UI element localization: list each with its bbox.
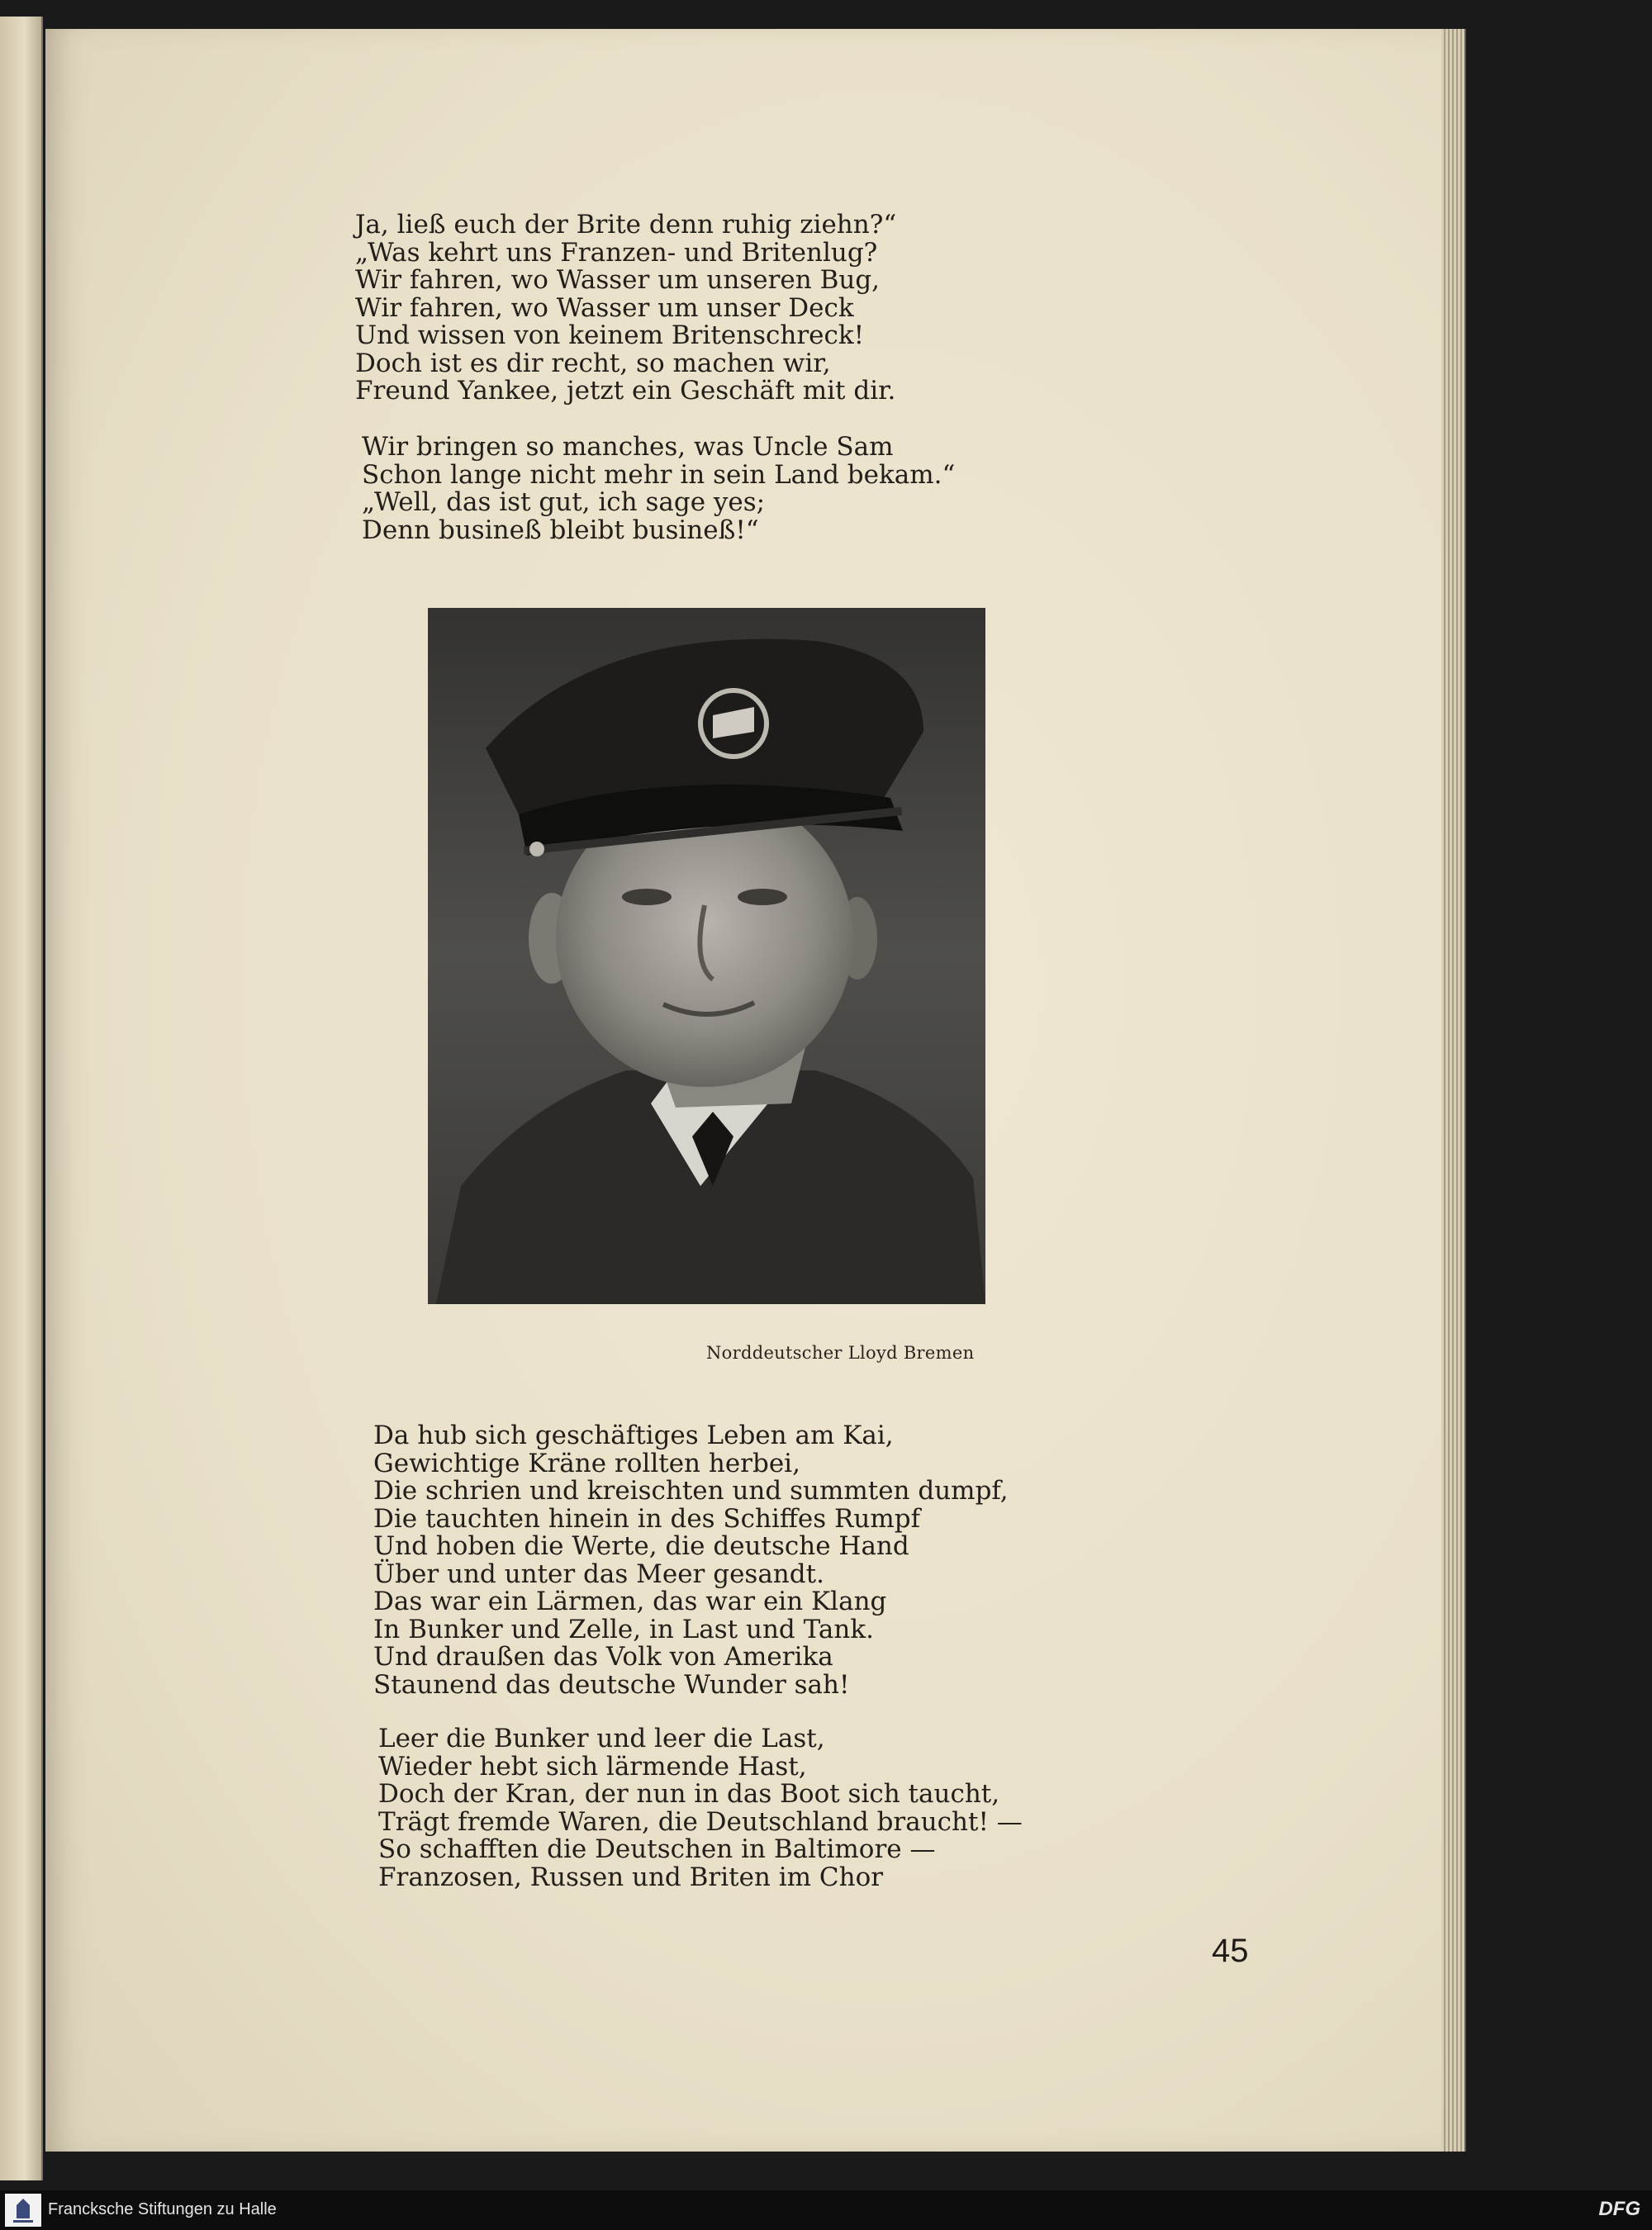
poem-line: Staunend das deutsche Wunder sah! [373, 1669, 850, 1700]
poem-line: Und hoben die Werte, die deutsche Hand [373, 1531, 909, 1561]
poem-line: Wir bringen so manches, was Uncle Sam [362, 432, 894, 462]
poem-line: „Was kehrt uns Franzen- und Britenlug? [355, 237, 878, 268]
poem-line: Leer die Bunker und leer die Last, [378, 1724, 825, 1753]
poem-line: So schafften die Deutschen in Baltimore — [378, 1834, 936, 1864]
poem-stanza-4 [378, 1725, 1023, 1891]
viewer-footer [0, 2190, 1652, 2230]
poem-line: Wieder hebt sich lärmende Hast, [378, 1751, 807, 1782]
poem-line: „Well, das ist gut, ich sage yes; [362, 487, 766, 517]
poem-line: Die tauchten hinein in des Schiffes Rumpf [373, 1503, 921, 1534]
poem-line: Schon lange nicht mehr in sein Land bekam.“ [362, 459, 956, 490]
poem-line: Über und unter das Meer gesandt. [373, 1559, 824, 1589]
poem-line: Wir fahren, wo Wasser um unser Deck [355, 292, 854, 323]
poem-stanza-3 [373, 1422, 1009, 1699]
left-page-edge [0, 17, 43, 2180]
institution-logo-icon [5, 2194, 41, 2227]
captain-portrait-photo [428, 608, 985, 1304]
poem-line: In Bunker und Zelle, in Last und Tank. [373, 1614, 874, 1644]
poem-line: Da hub sich geschäftiges Leben am Kai, [373, 1421, 894, 1450]
photo-caption: Norddeutscher Lloyd Bremen [706, 1343, 975, 1363]
poem-line: Freund Yankee, jetzt ein Geschäft mit dir. [355, 376, 896, 406]
poem-line: Doch der Kran, der nun in das Boot sich taucht, [378, 1779, 1000, 1809]
page-edges [1441, 29, 1466, 2152]
poem-line: Denn busineß bleibt busineß!“ [362, 515, 759, 545]
poem-line: Wir fahren, wo Wasser um unseren Bug, [355, 265, 881, 295]
portrait-illustration [428, 608, 985, 1304]
poem-line: Ja, ließ euch der Brite denn ruhig ziehn?“ [355, 210, 897, 240]
poem-line: Und draußen das Volk von Amerika [373, 1642, 833, 1672]
poem-line: Doch ist es dir recht, so machen wir, [355, 348, 831, 378]
dfg-logo[interactable]: DFG [1598, 2198, 1640, 2220]
poem-line: Trägt fremde Waren, die Deutschland braucht! — [378, 1806, 1023, 1837]
poem-line: Gewichtige Kräne rollten herbei, [373, 1448, 800, 1478]
poem-line: Franzosen, Russen und Briten im Chor [378, 1862, 884, 1892]
poem-stanza-1 [355, 211, 896, 406]
poem-line: Die schrien und kreischten und summten dumpf, [373, 1476, 1009, 1506]
institution-link[interactable]: Francksche Stiftungen zu Halle [48, 2200, 277, 2218]
poem-line: Und wissen von keinem Britenschreck! [355, 320, 865, 350]
poem-stanza-2 [362, 434, 955, 544]
poem-line: Das war ein Lärmen, das war ein Klang [373, 1587, 887, 1616]
page-number: 45 [1212, 1933, 1249, 1969]
